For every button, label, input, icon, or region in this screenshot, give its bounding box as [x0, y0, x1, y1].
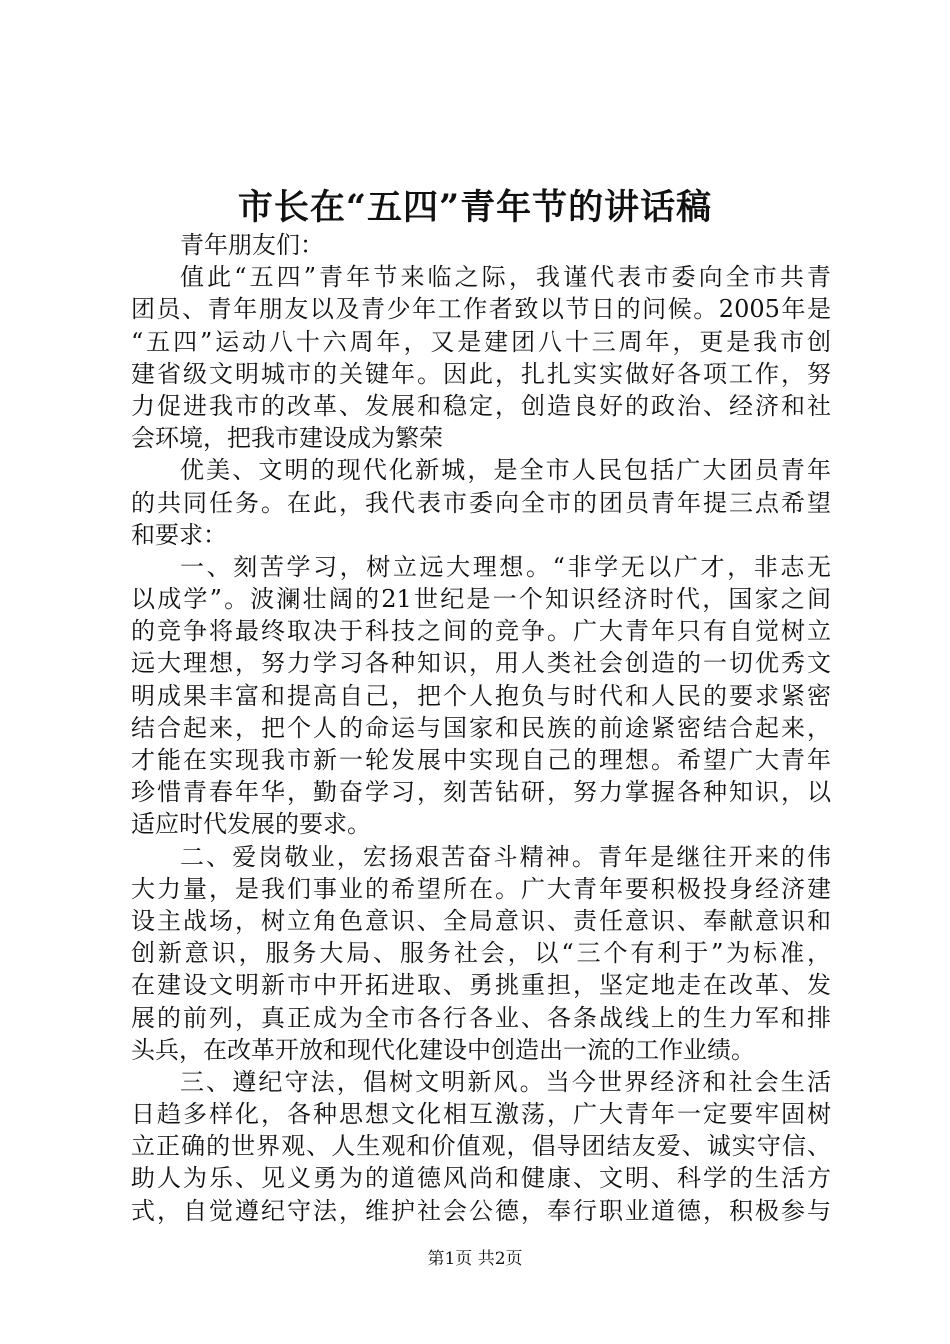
document-body — [131, 229, 831, 1227]
paragraph-3-line-9: 适应时代发展的要求。 — [131, 810, 371, 839]
paragraph-4-line-1: 二、爱岗敬业，宏扬艰苦奋斗精神。青年是继往开来的伟 — [180, 842, 831, 871]
paragraph-5-line-1: 三、遵纪守法，倡树文明新风。当今世界经济和社会生活 — [180, 1067, 831, 1096]
paragraph-1-line-4: 建省级文明城市的关键年。因此，扎扎实实做好各项工作，努 — [131, 359, 831, 388]
paragraph-1-line-5: 力促进我市的改革、发展和稳定，创造良好的政治、经济和社 — [131, 391, 831, 420]
paragraph-3-line-2: 以成学”。波澜壮阔的21世纪是一个知识经济时代，国家之间 — [131, 585, 831, 614]
salutation-line: 青年朋友们： — [180, 231, 324, 259]
paragraph-1-line-3: “五四”运动八十六周年，又是建团八十三周年，更是我市创 — [131, 327, 831, 356]
page-footer: 第1页 共2页 — [427, 1249, 523, 1269]
paragraph-1-line-6: 会环境，把我市建设成为繁荣 — [131, 424, 443, 453]
paragraph-1-line-2: 团员、青年朋友以及青少年工作者致以节日的问候。2005年是 — [131, 295, 831, 324]
paragraph-5-line-4: 助人为乐、见义勇为的道德风尚和健康、文明、科学的生活方 — [131, 1164, 831, 1193]
paragraph-3-line-7: 才能在实现我市新一轮发展中实现自己的理想。希望广大青年 — [131, 746, 831, 774]
paragraph-5-line-3: 立正确的世界观、人生观和价值观，倡导团结友爱、诚实守信、 — [131, 1132, 831, 1161]
paragraph-3-line-5: 明成果丰富和提高自己，把个人抱负与时代和人民的要求紧密 — [131, 681, 831, 710]
paragraph-2-line-1: 优美、文明的现代化新城，是全市人民包括广大团员青年 — [180, 456, 831, 485]
paragraph-3-line-3: 的竞争将最终取决于科技之间的竞争。广大青年只有自觉树立 — [131, 617, 831, 646]
paragraph-4-line-3: 设主战场，树立角色意识、全局意识、责任意识、奉献意识和 — [131, 906, 831, 935]
paragraph-2-line-2: 的共同任务。在此，我代表市委向全市的团员青年提三点希望 — [131, 488, 831, 517]
paragraph-3-line-8: 珍惜青春年华，勤奋学习，刻苦钻研，努力掌握各种知识，以 — [131, 778, 831, 807]
paragraph-3-line-1: 一、刻苦学习，树立远大理想。“非学无以广才，非志无 — [180, 552, 831, 581]
paragraph-2-line-3: 和要求： — [131, 520, 227, 549]
paragraph-4-line-6: 展的前列，真正成为全市各行各业、各条战线上的生力军和排 — [131, 1003, 831, 1032]
paragraph-3-line-6: 结合起来，把个人的命运与国家和民族的前途紧密结合起来， — [131, 713, 831, 742]
paragraph-4-line-4: 创新意识，服务大局、服务社会，以“三个有利于”为标准， — [131, 939, 831, 968]
paragraph-3-line-4: 远大理想，努力学习各种知识，用人类社会创造的一切优秀文 — [131, 649, 831, 678]
paragraph-5-line-5: 式，自觉遵纪守法，维护社会公德，奉行职业道德，积极参与 — [131, 1196, 831, 1225]
paragraph-4-line-2: 大力量，是我们事业的希望所在。广大青年要积极投身经济建 — [131, 874, 831, 903]
document-title: 市长在“五四”青年节的讲话稿 — [237, 187, 713, 228]
paragraph-4-line-5: 在建设文明新市中开拓进取、勇挑重担，坚定地走在改革、发 — [131, 971, 831, 1000]
paragraph-4-line-7: 头兵，在改革开放和现代化建设中创造出一流的工作业绩。 — [131, 1035, 755, 1064]
paragraph-1-line-1: 值此“五四”青年节来临之际，我谨代表市委向全市共青 — [180, 263, 831, 292]
paragraph-5-line-2: 日趋多样化，各种思想文化相互激荡，广大青年一定要牢固树 — [131, 1100, 831, 1129]
